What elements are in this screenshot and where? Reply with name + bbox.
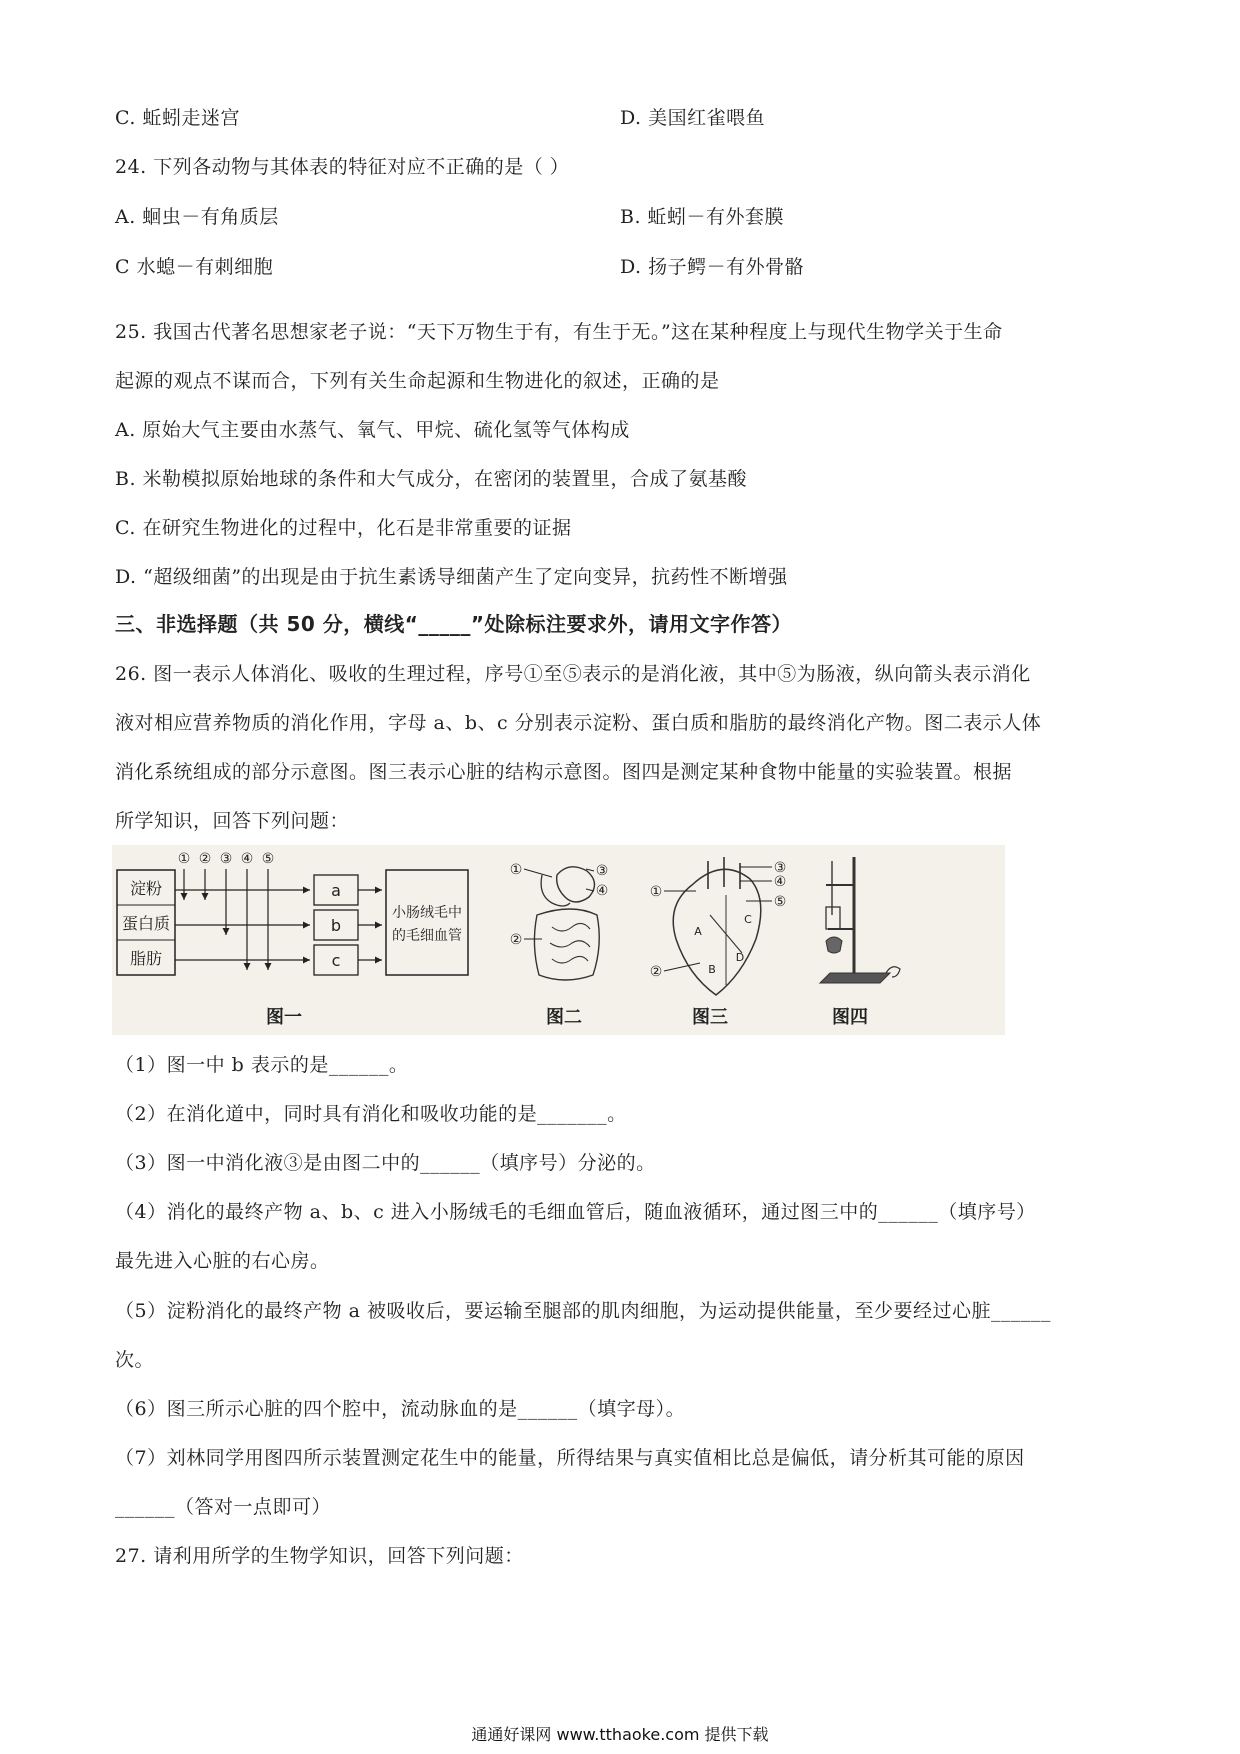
q25-stem-line-2: 起源的观点不谋而合，下列有关生命起源和生物进化的叙述，正确的是 (115, 370, 720, 392)
fig1-target-line-1: 小肠绒毛中 (392, 905, 462, 921)
fig3-caption: 图三 (692, 1007, 728, 1028)
fig1-juice-3: ③ (219, 851, 233, 867)
q27-stem: 27. 请利用所学的生物学知识，回答下列问题： (115, 1545, 524, 1567)
q26-stem-line-1: 26. 图一表示人体消化、吸收的生理过程，序号①至⑤表示的是消化液，其中⑤为肠液，纵向箭头表示消化 (115, 663, 1031, 685)
q26-sub-4-line-2: 最先进入心脏的右心房。 (115, 1250, 330, 1272)
fig3-label-1: ① (649, 884, 663, 900)
section-3-heading: 三、非选择题（共 50 分，横线“_____”处除标注要求外，请用文字作答） (115, 612, 793, 636)
fig3-chamber-c: C (744, 913, 752, 926)
q26-stem-line-4: 所学知识，回答下列问题： (115, 810, 350, 832)
fig1-nutrient-fat: 脂肪 (129, 949, 163, 968)
fig1-juice-5: ⑤ (261, 851, 275, 867)
q26-sub-7-line-1: （7）刘林同学用图四所示装置测定花生中的能量，所得结果与真实值相比总是偏低，请分析其可能的原因 (115, 1447, 1025, 1469)
fig3-label-3: ③ (773, 860, 787, 876)
fig4-caption: 图四 (832, 1007, 868, 1028)
q24-option-c: C 水螅－有刺细胞 (115, 256, 274, 278)
fig3-chamber-a: A (694, 925, 702, 938)
fig1-caption: 图一 (266, 1007, 302, 1028)
fig1-product-a: a (331, 881, 341, 900)
fig3-chamber-b: B (708, 963, 716, 976)
q26-stem-line-2: 液对相应营养物质的消化作用，字母 a、b、c 分别表示淀粉、蛋白质和脂肪的最终消化产物。图二表示人体 (115, 712, 1042, 734)
q26-sub-1: （1）图一中 b 表示的是______。 (115, 1054, 409, 1076)
fig3-label-2: ② (649, 964, 663, 980)
fig1-nutrient-starch: 淀粉 (129, 879, 163, 898)
fig2-label-3: ③ (595, 863, 609, 879)
fig1-juice-1: ① (177, 851, 191, 867)
q26-sub-3: （3）图一中消化液③是由图二中的______（填序号）分泌的。 (115, 1152, 656, 1174)
fig1-nutrient-protein: 蛋白质 (121, 914, 171, 933)
q26-sub-5-line-2: 次。 (115, 1349, 155, 1371)
fig1-juice-2: ② (198, 851, 212, 867)
page-footer: 通通好课网 www.tthaoke.com 提供下载 (471, 1725, 769, 1744)
fig1-product-b: b (330, 916, 342, 935)
q24-option-a: A. 蛔虫－有角质层 (115, 206, 279, 228)
q25-option-d: D. “超级细菌”的出现是由于抗生素诱导细菌产生了定向变异，抗药性不断增强 (115, 566, 788, 588)
fig3-label-5: ⑤ (773, 894, 787, 910)
q26-sub-4-line-1: （4）消化的最终产物 a、b、c 进入小肠绒毛的毛细血管后，随血液循环，通过图三中的______（填序号） (115, 1201, 1036, 1223)
q25-option-b: B. 米勒模拟原始地球的条件和大气成分，在密闭的装置里，合成了氨基酸 (115, 468, 748, 490)
q25-option-a: A. 原始大气主要由水蒸气、氧气、甲烷、硫化氢等气体构成 (115, 419, 630, 441)
q23-option-d: D. 美国红雀喂鱼 (620, 107, 766, 129)
fig2-label-2: ② (509, 932, 523, 948)
q26-sub-2: （2）在消化道中，同时具有消化和吸收功能的是_______。 (115, 1103, 627, 1125)
q24-option-d: D. 扬子鳄－有外骨骼 (620, 256, 805, 278)
fig2-label-4: ④ (595, 883, 609, 899)
q24-stem: 24. 下列各动物与其体表的特征对应不正确的是（ ） (115, 156, 570, 178)
q25-option-c: C. 在研究生物进化的过程中，化石是非常重要的证据 (115, 517, 572, 539)
q23-option-c: C. 蚯蚓走迷宫 (115, 107, 240, 129)
q26-sub-6: （6）图三所示心脏的四个腔中，流动脉血的是______（填字母）。 (115, 1398, 686, 1420)
fig1-juice-4: ④ (240, 851, 254, 867)
fig3-chamber-d: D (735, 951, 745, 964)
q26-sub-7-line-2: ______（答对一点即可） (115, 1496, 332, 1518)
q25-stem-line-1: 25. 我国古代著名思想家老子说：“天下万物生于有，有生于无。”这在某种程度上与现代生物学关于生命 (115, 321, 1003, 343)
q26-sub-5-line-1: （5）淀粉消化的最终产物 a 被吸收后，要运输至腿部的肌肉细胞，为运动提供能量，至少要经过心脏______ (115, 1300, 1051, 1322)
fig2-label-1: ① (509, 862, 523, 878)
fig2-caption: 图二 (546, 1007, 582, 1028)
q24-option-b: B. 蚯蚓－有外套膜 (620, 206, 785, 228)
fig1-target-line-2: 的毛细血管 (392, 928, 462, 944)
fig1-product-c: c (331, 951, 341, 970)
q26-figure (112, 845, 1005, 1035)
fig3-label-4: ④ (773, 874, 787, 890)
q26-stem-line-3: 消化系统组成的部分示意图。图三表示心脏的结构示意图。图四是测定某种食物中能量的实验装置。根据 (115, 761, 1013, 783)
